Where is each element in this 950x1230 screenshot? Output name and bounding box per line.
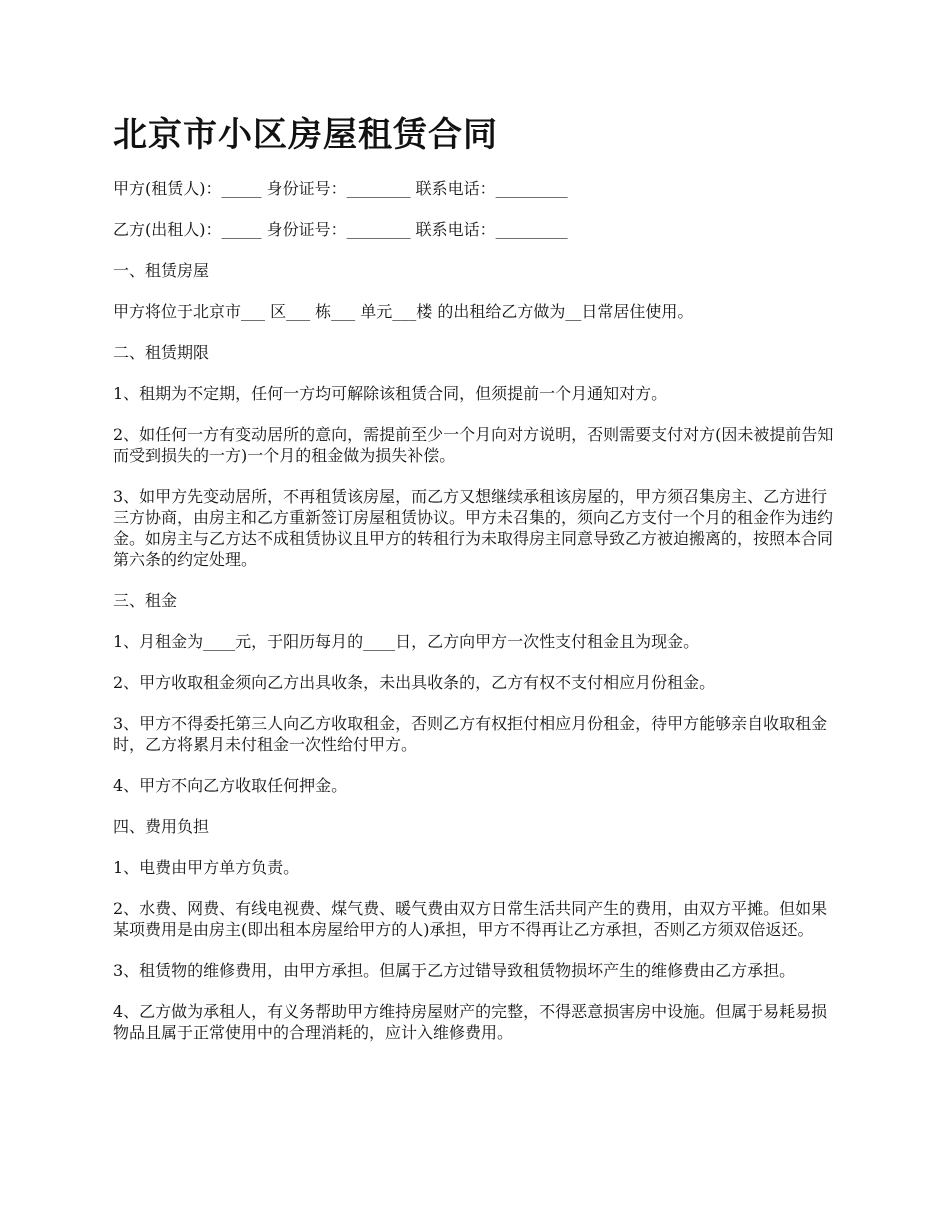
term-clause-3: 3、如甲方先变动居所，不再租赁该房屋，而乙方又想继续承租该房屋的，甲方须召集房主、乙方进行三方协商，由房主和乙方重新签订房屋租赁协议。甲方未召集的，须向乙方支付一个月的租金作为违约金。如房主与乙方达不成租赁协议且甲方的转租行为未取得房主同意导致乙方被迫搬离的，按照本合同第六条的约定处理。 [113,487,834,569]
party-b-line: 乙方(出租人)：_____ 身份证号：________ 联系电话：_________ [113,220,568,239]
party-a-line: 甲方(租赁人)：_____ 身份证号：________ 联系电话：_________ [113,179,568,198]
term-clause-1: 1、租期为不定期，任何一方均可解除该租赁合同，但须提前一个月通知对方。 [113,384,668,403]
section-heading-expenses: 四、费用负担 [113,817,210,836]
expense-clause-4: 4、乙方做为承租人，有义务帮助甲方维持房屋财产的完整，不得恶意损害房中设施。但属于易耗易损物品且属于正常使用中的合理消耗的，应计入维修费用。 [113,1002,828,1042]
term-clause-2: 2、如任何一方有变动居所的意向，需提前至少一个月向对方说明，否则需要支付对方(因未被提前告知而受到损失的一方)一个月的租金做为损失补偿。 [113,425,834,465]
premises-clause: 甲方将位于北京市___ 区___ 栋___ 单元___楼 的出租给乙方做为__日常居住使用。 [113,302,694,321]
document-page [113,112,843,1063]
rent-clause-2: 2、甲方收取租金须向乙方出具收条，未出具收条的，乙方有权不支付相应月份租金。 [113,673,716,692]
expense-clause-1: 1、电费由甲方单方负责。 [113,858,300,877]
expense-clause-2: 2、水费、网费、有线电视费、煤气费、暖气费由双方日常生活共同产生的费用，由双方平摊。但如果某项费用是由房主(即出租本房屋给甲方的人)承担，甲方不得再让乙方承担，否则乙方须双倍返还。 [113,899,828,939]
rent-clause-4: 4、甲方不向乙方收取任何押金。 [113,776,348,795]
section-heading-premises: 一、租赁房屋 [113,261,210,280]
section-heading-term: 二、租赁期限 [113,343,210,362]
section-heading-rent: 三、租金 [113,591,178,610]
document-title: 北京市小区房屋租赁合同 [113,115,498,155]
rent-clause-1: 1、月租金为____元，于阳历每月的____日，乙方向甲方一次性支付租金且为现金。 [113,632,700,651]
expense-clause-3: 3、租赁物的维修费用，由甲方承担。但属于乙方过错导致租赁物损坏产生的维修费由乙方承担。 [113,961,796,980]
rent-clause-3: 3、甲方不得委托第三人向乙方收取租金，否则乙方有权拒付相应月份租金，待甲方能够亲自收取租金时，乙方将累月未付租金一次性给付甲方。 [113,714,828,754]
